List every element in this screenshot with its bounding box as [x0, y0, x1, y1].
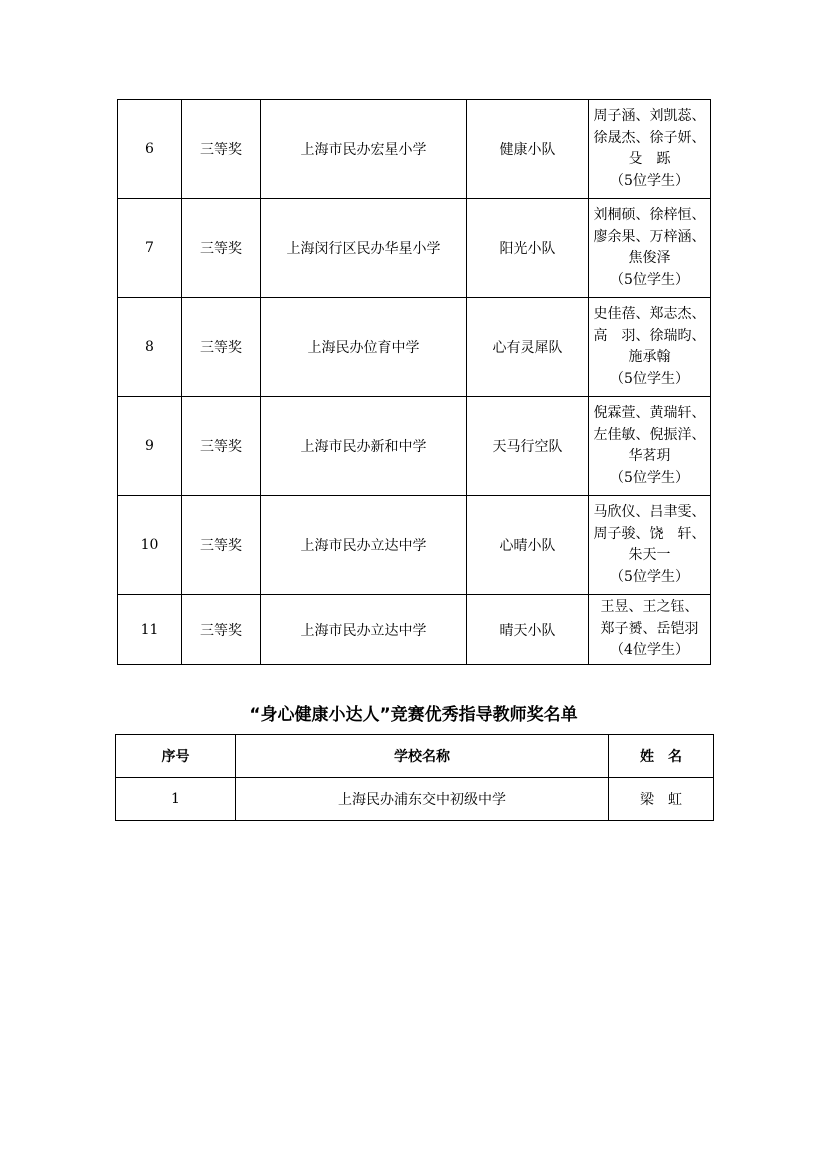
- row-number: 6: [118, 100, 182, 199]
- school-name: 上海闵行区民办华星小学: [261, 199, 467, 298]
- member-line: 马欣仪、吕聿雯、: [593, 504, 706, 520]
- member-count: （4位学生）: [610, 642, 689, 659]
- team-name: 心有灵犀队: [467, 298, 589, 397]
- team-members: [589, 397, 711, 496]
- school-name: 上海市民办宏星小学: [261, 100, 467, 199]
- teacher-award-table: [115, 734, 714, 821]
- team-name: 健康小队: [467, 100, 589, 199]
- team-members: [589, 100, 711, 199]
- school-name: 上海民办浦东交中初级中学: [236, 778, 609, 821]
- school-name: 上海市民办立达中学: [261, 595, 467, 665]
- team-name: 阳光小队: [467, 199, 589, 298]
- member-line: 朱天一: [628, 547, 671, 563]
- school-name: 上海市民办立达中学: [261, 496, 467, 595]
- section-title: “身心健康小达人”竞赛优秀指导教师奖名单: [249, 705, 578, 725]
- table-row: [118, 496, 711, 595]
- team-members: [589, 496, 711, 595]
- member-line: 刘桐硕、徐梓恒、: [593, 207, 706, 223]
- member-line: 周子涵、刘凯蕊、: [593, 108, 706, 124]
- member-line: 左佳敏、倪振洋、: [593, 426, 706, 443]
- member-count: （5位学生）: [610, 568, 689, 585]
- teacher-name: 梁 虹: [609, 778, 714, 821]
- header-number: 序号: [116, 735, 236, 778]
- member-line: 高 羽、徐瑞昀、: [593, 327, 706, 344]
- header-school: 学校名称: [236, 735, 609, 778]
- team-name: 晴天小队: [467, 595, 589, 665]
- row-number: 9: [118, 397, 182, 496]
- award-table: [117, 99, 711, 665]
- table-row: [116, 778, 714, 821]
- school-name: 上海民办位育中学: [261, 298, 467, 397]
- team-members: [589, 595, 711, 665]
- member-line: 焦俊泽: [628, 250, 671, 266]
- table-row: [118, 397, 711, 496]
- header-name: 姓 名: [609, 735, 714, 778]
- member-count: （5位学生）: [610, 172, 689, 189]
- team-name: 心晴小队: [467, 496, 589, 595]
- row-number: 11: [118, 595, 182, 665]
- member-line: 徐晟杰、徐子妍、: [593, 129, 706, 146]
- table-header-row: [116, 735, 714, 778]
- member-line: 王昱、王之钰、: [600, 599, 699, 616]
- prize-level: 三等奖: [182, 595, 261, 665]
- member-line: 周子骏、饶 轩、: [593, 525, 706, 542]
- row-number: 1: [116, 778, 236, 821]
- row-number: 8: [118, 298, 182, 397]
- member-count: （5位学生）: [610, 469, 689, 486]
- school-name: 上海市民办新和中学: [261, 397, 467, 496]
- prize-level: 三等奖: [182, 298, 261, 397]
- table-row: [118, 298, 711, 397]
- prize-level: 三等奖: [182, 199, 261, 298]
- row-number: 7: [118, 199, 182, 298]
- member-line: 史佳蓓、郑志杰、: [593, 306, 706, 322]
- member-count: （5位学生）: [610, 271, 689, 288]
- member-line: 廖余果、万梓涵、: [593, 228, 706, 245]
- member-count: （5位学生）: [610, 370, 689, 387]
- member-line: 施承翰: [628, 349, 671, 365]
- row-number: 10: [118, 496, 182, 595]
- table-row: [118, 595, 711, 665]
- prize-level: 三等奖: [182, 100, 261, 199]
- team-name: 天马行空队: [467, 397, 589, 496]
- member-line: 殳 跞: [628, 151, 671, 167]
- member-line: 华茗玥: [628, 448, 671, 464]
- table-row: [118, 199, 711, 298]
- team-members: [589, 298, 711, 397]
- member-line: 倪霖萱、黄瑞轩、: [593, 405, 706, 421]
- prize-level: 三等奖: [182, 397, 261, 496]
- prize-level: 三等奖: [182, 496, 261, 595]
- team-members: [589, 199, 711, 298]
- member-line: 郑子赟、岳铠羽: [600, 620, 699, 637]
- table-row: [118, 100, 711, 199]
